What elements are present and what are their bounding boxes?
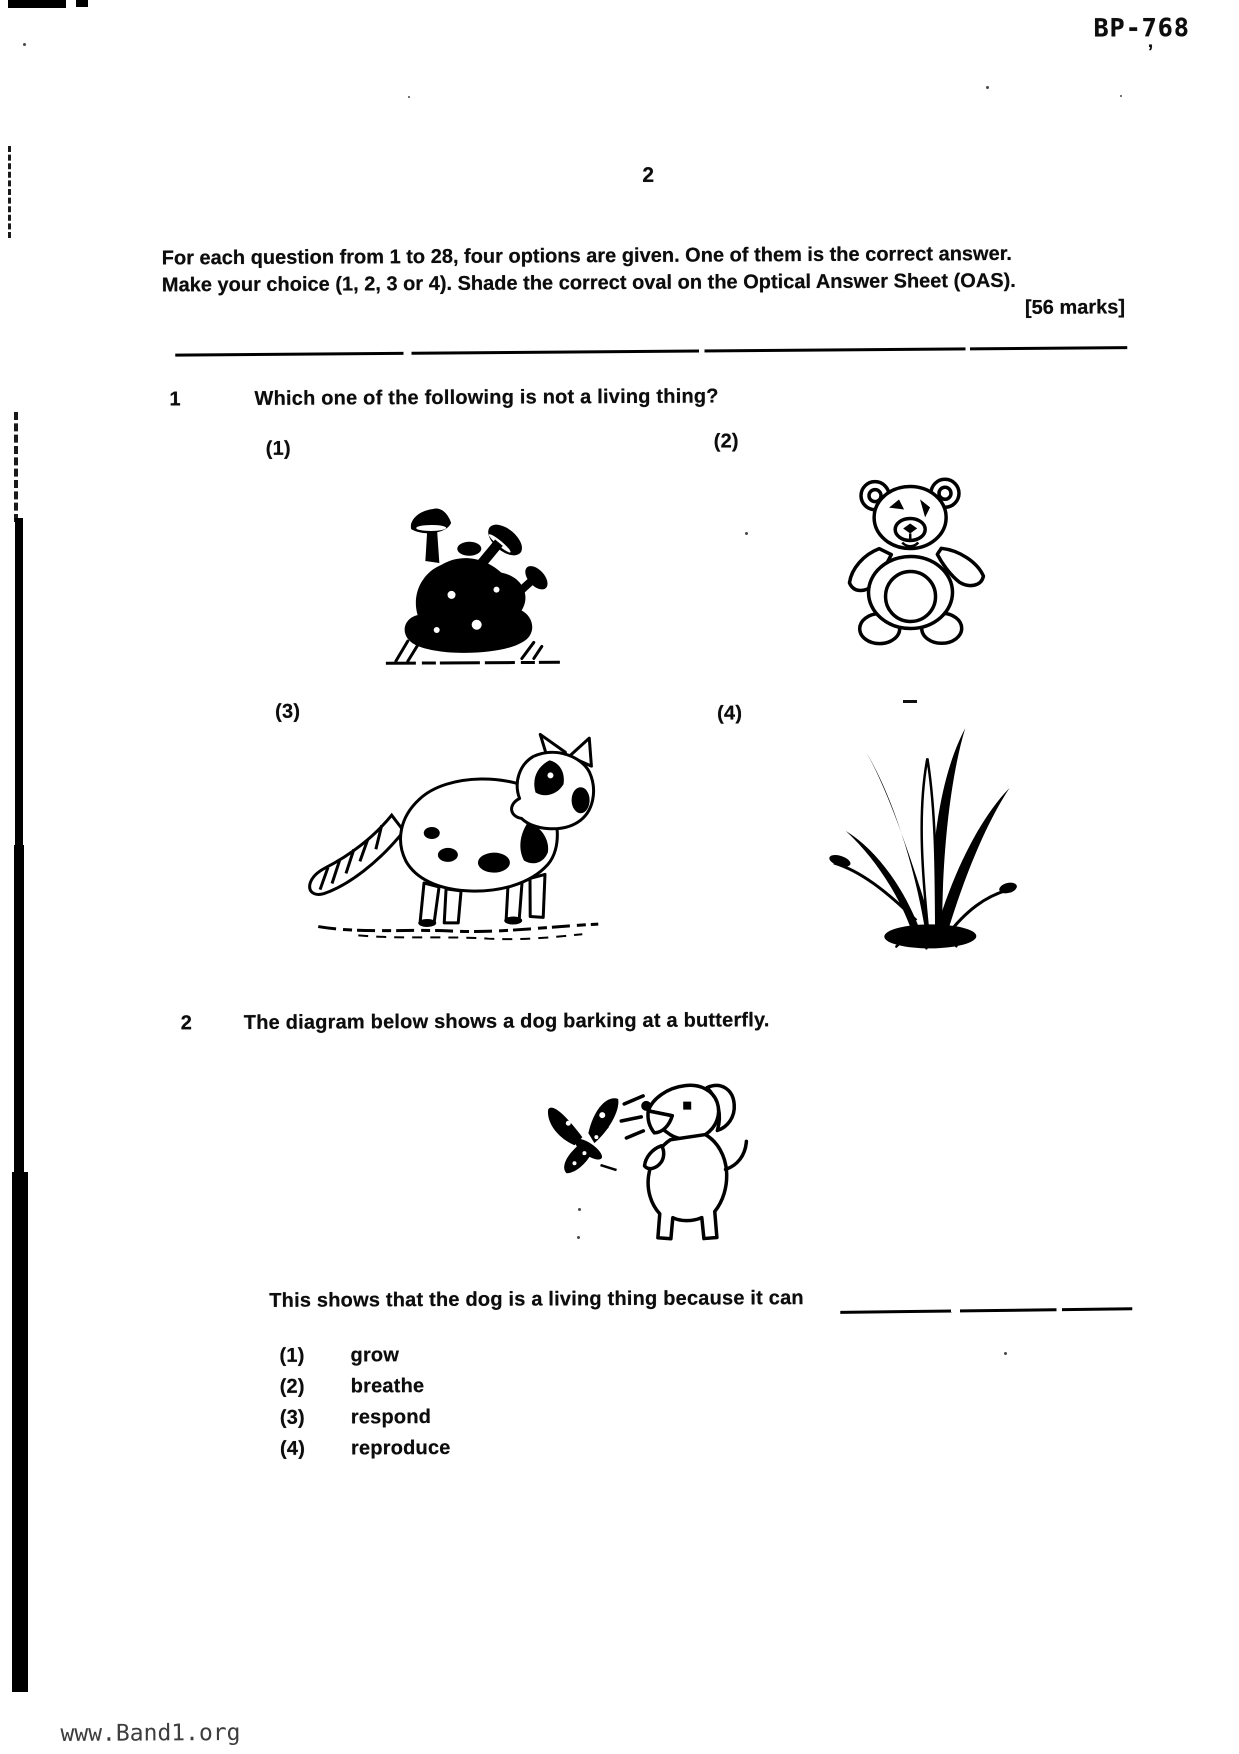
q2-stem-text: This shows that the dog is a living thing because it can — [269, 1287, 804, 1312]
teddy-bear-image — [841, 470, 1010, 649]
question-1-number: 1 — [169, 388, 181, 411]
page-number: 2 — [642, 163, 655, 187]
instructions-line-1: For each question from 1 to 28, four options are given. One of them is the correct answer. — [161, 242, 1012, 270]
barking-dog-image — [617, 1077, 773, 1256]
q1-option-4-label: (4) — [717, 702, 743, 725]
q2-option-3-label: (3) — [279, 1406, 305, 1429]
q2-option-2-text: breathe — [350, 1375, 425, 1398]
q1-option-3-label: (3) — [275, 700, 301, 723]
q1-option-2-label: (2) — [713, 430, 739, 453]
instructions-line-2: Make your choice (1, 2, 3 or 4). Shade the correct oval on the Optical Answer Sheet (OAS). — [161, 269, 1016, 297]
marks-label: [56 marks] — [1024, 296, 1126, 319]
q2-option-1-label: (1) — [279, 1344, 305, 1367]
butterfly-image — [544, 1093, 626, 1179]
q1-option-1-label: (1) — [265, 437, 291, 460]
divider-line — [175, 346, 1127, 356]
q2-option-4-label: (4) — [279, 1437, 306, 1460]
answer-blank — [840, 1307, 1132, 1314]
website-watermark: www.Band1.org — [60, 1719, 241, 1747]
document-code: BP-768 — [1093, 13, 1190, 43]
scan-speck: ’ — [1147, 41, 1154, 64]
q2-option-1-text: grow — [350, 1344, 400, 1367]
question-1-text: Which one of the following is not a living thing? — [254, 385, 719, 410]
q2-option-2-label: (2) — [279, 1375, 305, 1398]
q2-option-3-text: respond — [350, 1405, 432, 1429]
mushrooms-image — [381, 494, 564, 673]
q2-option-4-text: reproduce — [350, 1436, 451, 1460]
water-plant-image — [825, 710, 1031, 951]
question-2-text: The diagram below shows a dog barking at a butterfly. — [243, 1009, 770, 1034]
section-instructions — [162, 240, 1125, 326]
cat-image — [297, 712, 616, 946]
question-2-number: 2 — [180, 1012, 193, 1035]
